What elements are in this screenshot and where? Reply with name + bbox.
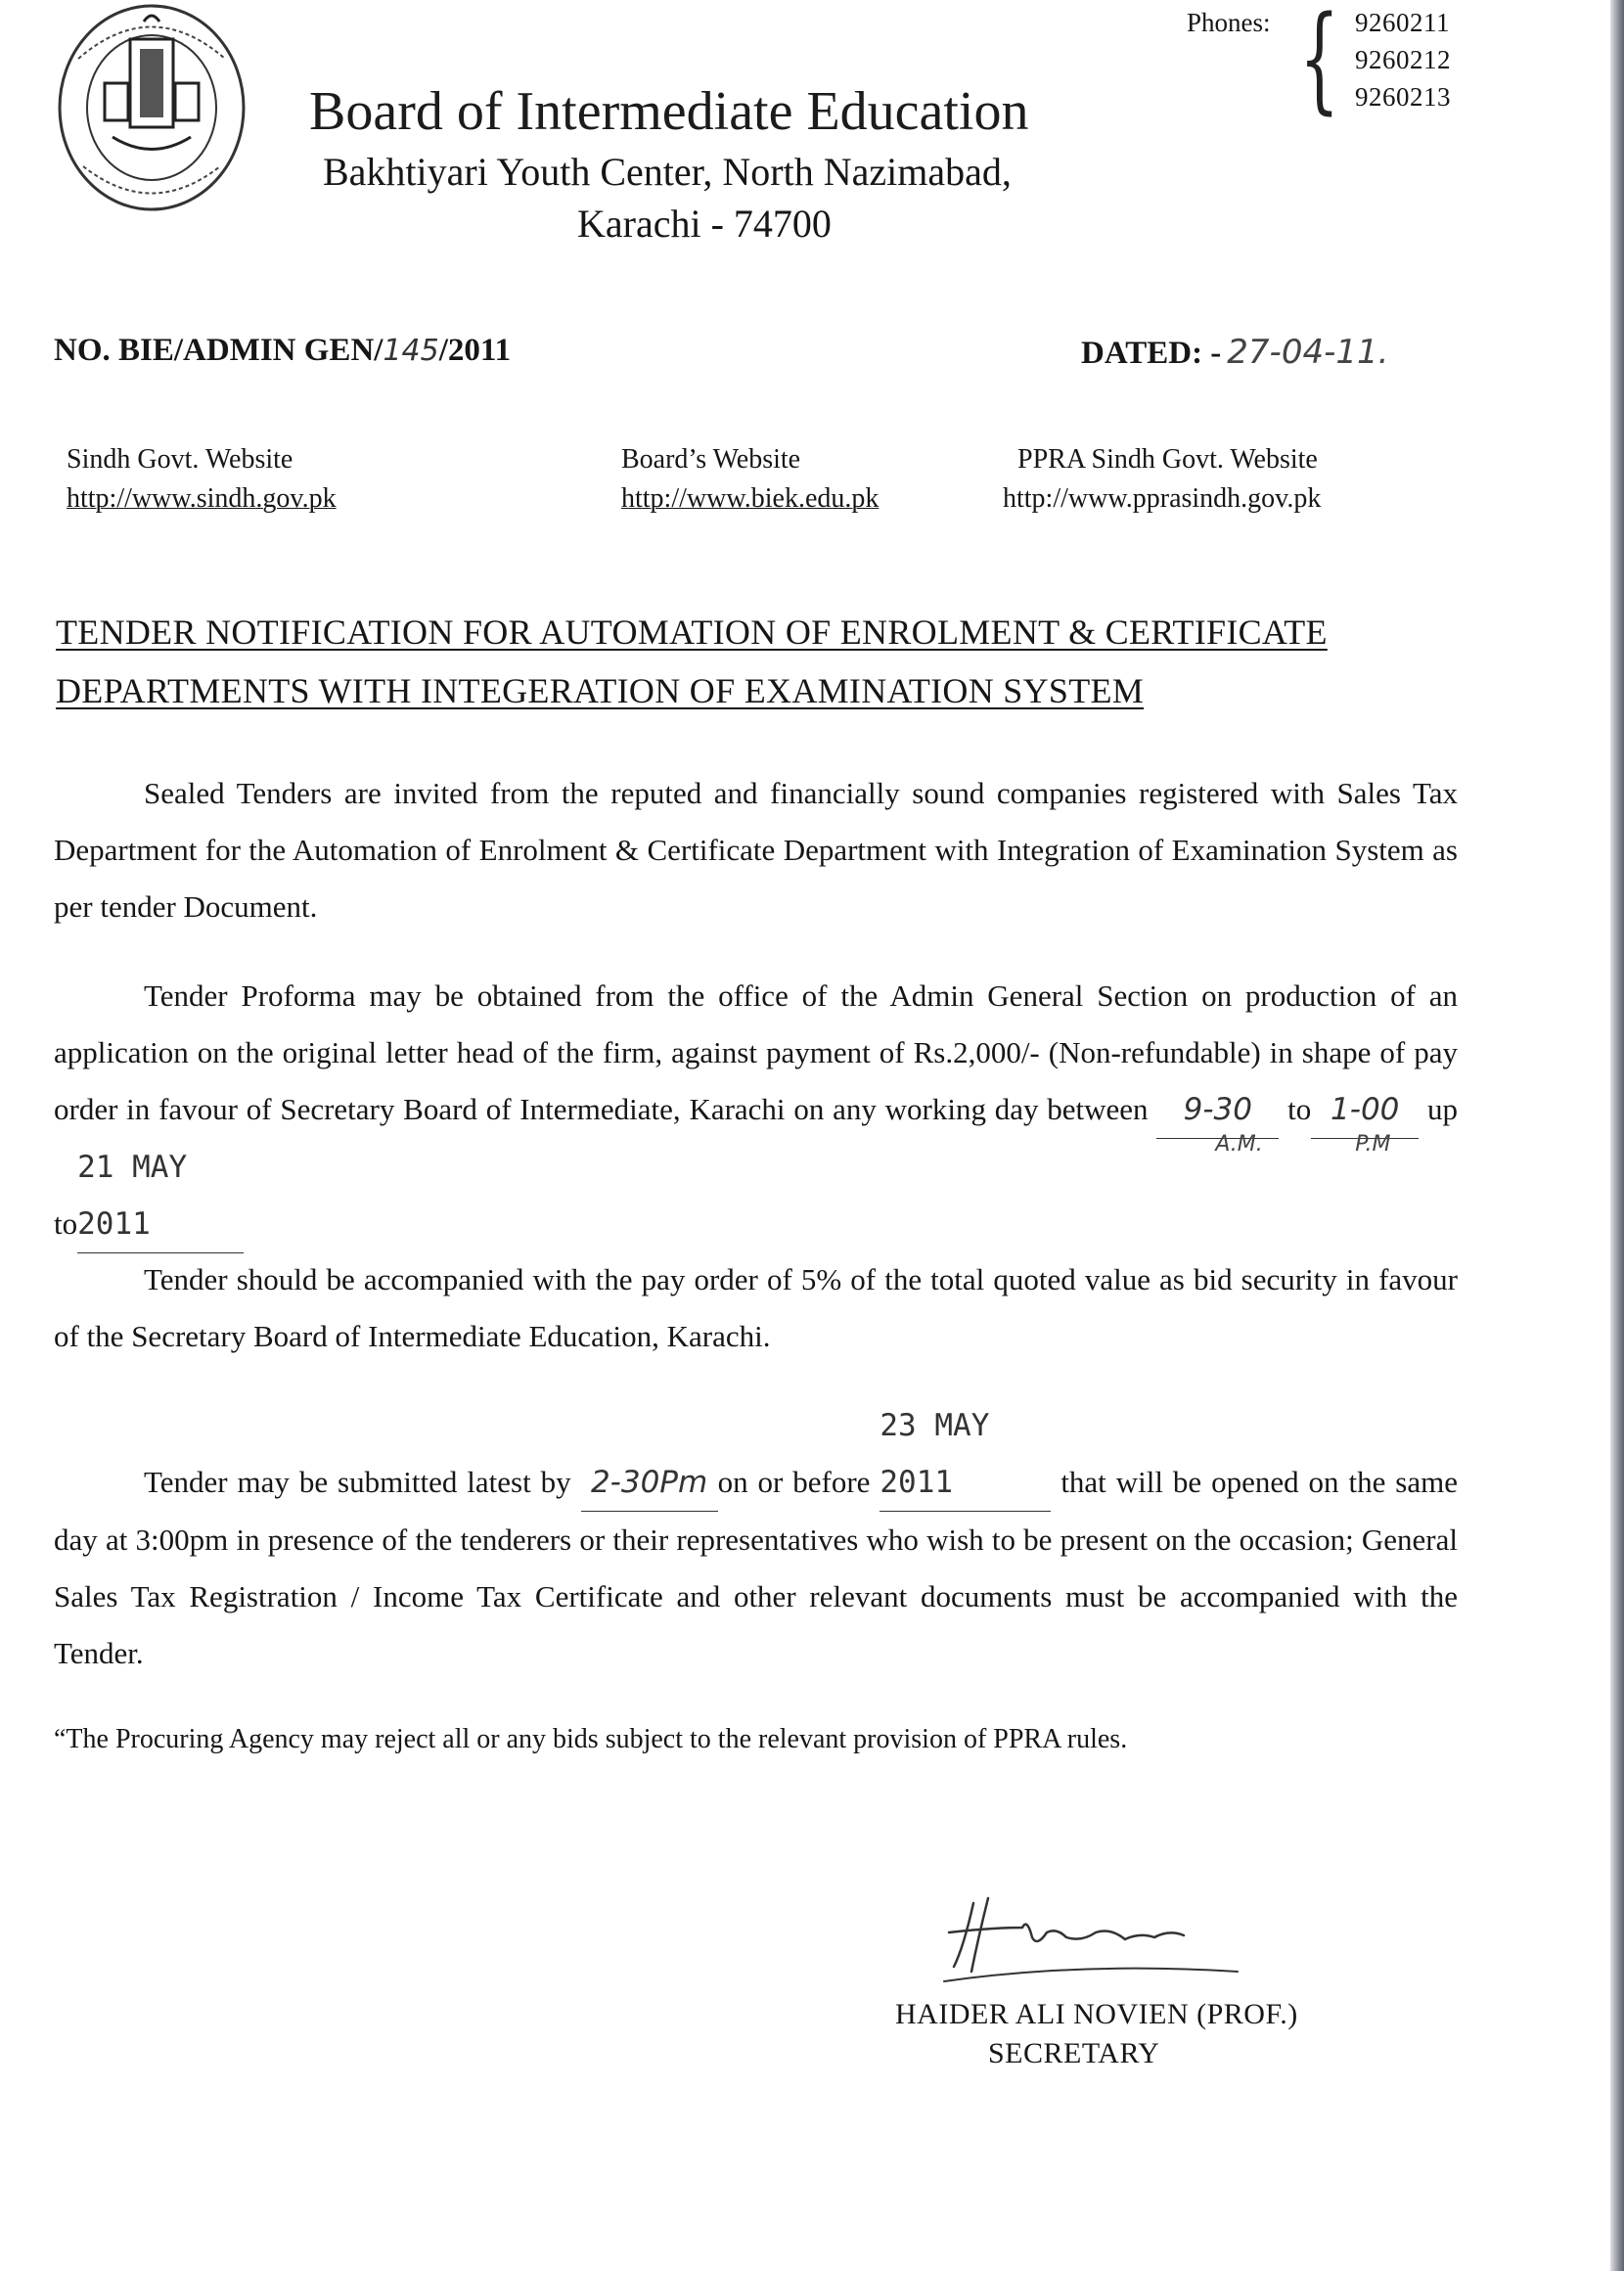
submission-date-blank [880, 1397, 1051, 1512]
notice-title-line-2: DEPARTMENTS WITH INTEGERATION OF EXAMINATION SYSTEM [56, 671, 1145, 710]
signatory-name: HAIDER ALI NOVIEN (PROF.) [895, 1998, 1298, 2030]
to-label: to [1287, 1092, 1312, 1126]
submission-time-handwritten: 2-30Pm [590, 1465, 708, 1500]
website-url[interactable]: http://www.pprasindh.gov.pk [1003, 483, 1322, 514]
upto-date-stamp: 21 MAY 2011 [77, 1150, 188, 1242]
website-label: Board’s Website [621, 444, 801, 475]
to-time-note: P.M [1355, 1132, 1391, 1157]
phone-number: 9260211 [1355, 8, 1450, 37]
notice-title-line-1: TENDER NOTIFICATION FOR AUTOMATION OF ENROLMENT & CERTIFICATE [56, 613, 1328, 652]
website-ppra [1003, 440, 1321, 519]
submission-time-blank [581, 1454, 718, 1512]
upto-date-blank [77, 1139, 244, 1253]
handwritten-signature [934, 1888, 1306, 1986]
signatory-designation: SECRETARY [988, 2037, 1160, 2069]
website-url[interactable]: http://www.biek.edu.pk [621, 483, 880, 514]
website-board [621, 440, 879, 519]
website-label: PPRA Sindh Govt. Website [1017, 444, 1318, 475]
reference-number [54, 333, 511, 369]
paragraph-text: on or before [717, 1465, 871, 1499]
dated-label: DATED: - [1081, 336, 1222, 371]
website-url[interactable]: http://www.sindh.gov.pk [67, 483, 337, 514]
to-time-blank [1311, 1081, 1419, 1157]
phones-label: Phones: [1187, 8, 1271, 37]
website-sindh-govt [67, 440, 337, 519]
phones-brace: { [1299, 0, 1340, 125]
paragraph-text: Tender may be submitted latest by [144, 1465, 571, 1499]
website-label: Sindh Govt. Website [67, 444, 293, 475]
paragraph-text: Sealed Tenders are invited from the reputed and financially sound companies registered with Sales Tax Department for the Automation of Enrolment & Certificate Department with Integration of Examination System as per tender Document. [54, 776, 1458, 924]
organization-name: Board of Intermediate Education [309, 81, 1029, 142]
board-seal [54, 0, 249, 220]
from-time-blank [1156, 1081, 1279, 1157]
upto-label: up to [54, 1092, 1459, 1241]
dated-line [1081, 333, 1388, 372]
phone-number: 9260212 [1355, 45, 1451, 74]
paragraph-text: Tender should be accompanied with the pay order of 5% of the total quoted value as bid security in favour of the Secretary Board of Intermediate Education, Karachi. [54, 1262, 1458, 1353]
phone-number: 9260213 [1355, 82, 1451, 112]
from-time-note: A.M. [1215, 1132, 1263, 1157]
from-time-handwritten: 9-30 [1183, 1092, 1252, 1127]
reference-handwritten-number: 145 [383, 334, 439, 368]
paragraph-invitation [54, 765, 1458, 935]
paragraph-text: that will be opened on the same day at 3:00pm in presence of the tenderers or their representatives who wish to be present on the occasion; General Sales Tax Registration / Income Tax Certificate and other relevant documents must be accompanied with the Tender. [54, 1465, 1458, 1670]
organization-address: Bakhtiyari Youth Center, North Nazimabad, [323, 150, 1012, 194]
ppra-note: “The Procuring Agency may reject all or any bids subject to the relevant provision of PPRA rules. [54, 1724, 1128, 1754]
scan-page-edge [1610, 0, 1624, 2271]
reference-prefix: NO. BIE/ADMIN GEN/ [54, 333, 383, 368]
paragraph-text: Tender Proforma may be obtained from the office of the Admin General Section on production of an application on the original letter head of the firm, against payment of Rs.2,000/- (Non-refundable) in shape of pay order in favour of Secretary Board of Intermediate, Karachi on any working day between [54, 978, 1458, 1126]
submission-date-stamp: 23 MAY 2011 [880, 1408, 990, 1500]
dated-handwritten: 27-04-11. [1227, 333, 1389, 372]
paragraph-proforma [54, 968, 1458, 1253]
reference-suffix: /2011 [438, 333, 512, 368]
paragraph-submission [54, 1397, 1458, 1682]
to-time-handwritten: 1-00 [1331, 1092, 1400, 1127]
paragraph-bid-security [54, 1251, 1458, 1365]
organization-city: Karachi - 74700 [577, 202, 832, 246]
